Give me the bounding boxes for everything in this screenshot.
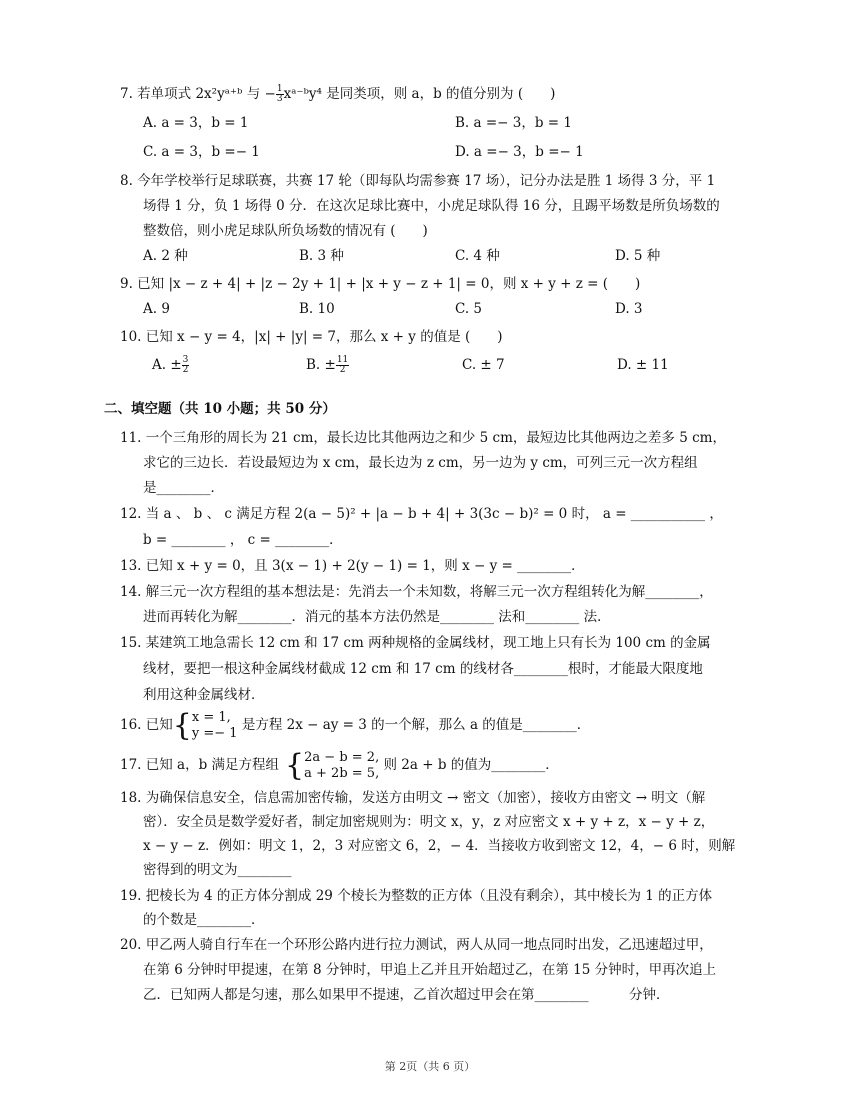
q9-option-d: D. 3 <box>615 301 643 317</box>
q18-line-3: x − y − z．例如：明文 1，2，3 对应密文 6，2，− 4．当接收方收到密文 12，4，− 6 时，则解 <box>143 838 736 854</box>
q14-line-1: 14. 解三元一次方程组的基本想法是：先消去一个未知数，将解三元一次方程组转化为解________， <box>120 584 713 600</box>
q15-line-2: 线材，要把一根这种金属线材截成 12 cm 和 17 cm 的线材各________根时，才能最大限度地 <box>143 661 703 677</box>
q10-stem: 10. 已知 x − y = 4，|x| + |y| = 7，那么 x + y 的值是 ( ) <box>120 329 503 345</box>
q14-line-2: 进而再转化为解________．消元的基本方法仍然是________ 法和________ 法． <box>143 609 611 625</box>
q12-line-2: b = ________ ， c = ________． <box>143 532 343 548</box>
q9-option-c: C. 5 <box>455 301 483 317</box>
q13-stem: 13. 已知 x + y = 0，且 3(x − 1) + 2(y − 1) = 1，则 x − y = ________． <box>120 558 585 574</box>
q7-text: 7. 若单项式 2x²yᵃ⁺ᵇ 与 − <box>120 86 276 102</box>
q19-line-2: 的个数是________． <box>143 912 265 928</box>
q7-stem <box>120 84 555 104</box>
q11-line-1: 11. 一个三角形的周长为 21 cm，最长边比其他两边之和少 5 cm，最短边比其他两边之差多 5 cm， <box>120 430 726 446</box>
q19-line-1: 19. 把棱长为 4 的正方体分割成 29 个棱长为整数的正方体（且没有剩余），其中棱长为 1 的正方体 <box>120 888 713 904</box>
q7-option-b: B. a =− 3，b = 1 <box>455 115 572 131</box>
q10-option-b: B. ± $\frac{11}{2}$ <box>306 355 349 375</box>
q7-fraction: $\frac{1}{3}$ <box>276 84 283 104</box>
q9-stem: 9. 已知 |x − z + 4| + |z − 2y + 1| + |x + y − z + 1| = 0，则 x + y + z = ( ) <box>120 276 641 292</box>
q7-option-c: C. a = 3，b =− 1 <box>143 144 260 160</box>
q16-stem: 16. 已知{ x = 1, y =− 1 是方程 2x − ay = 3 的一个解，那么 a 的值是________． <box>120 707 591 743</box>
q9-option-a: A. 9 <box>143 301 170 317</box>
q20-line-1: 20. 甲乙两人骑自行车在一个环形公路内进行拉力测试，两人从同一地点同时出发，乙迅速超过甲， <box>120 937 713 953</box>
q18-line-1: 18. 为确保信息安全，信息需加密传输，发送方由明文 → 密文（加密），接收方由密文 → 明文（解 <box>120 790 706 806</box>
q20-line-3: 乙．已知两人都是匀速，那么如果甲不提速，乙首次超过甲会在第________ 分钟． <box>143 987 670 1003</box>
q8-option-d: D. 5 种 <box>615 248 661 264</box>
q8-option-a: A. 2 种 <box>143 248 188 264</box>
q7-option-a: A. a = 3，b = 1 <box>143 115 249 131</box>
q18-line-4: 密得到的明文为________ <box>143 862 292 878</box>
q8-line-3: 整数倍，则小虎足球队所负场数的情况有 ( ) <box>143 223 428 239</box>
q15-line-1: 15. 某建筑工地急需长 12 cm 和 17 cm 两种规格的金属线材，现工地上只有长为 100 cm 的金属 <box>120 635 711 651</box>
q12-line-1: 12. 当 a 、 b 、 c 满足方程 2(a − 5)² + |a − b + 4| + 3(3c − b)² = 0 时， a = ___________ ， <box>120 506 723 522</box>
q11-line-3: 是________． <box>143 480 224 496</box>
q11-line-2: 求它的三边长．若设最短边为 x cm，最长边为 z cm，另一边为 y cm，可列三元一次方程组 <box>143 455 698 471</box>
q10-option-d: D. ± 11 <box>617 357 669 373</box>
q7-text-2: xᵃ⁻ᵇy⁴ 是同类项，则 a，b 的值分别为 ( ) <box>283 86 556 102</box>
q8-line-1: 8. 今年学校举行足球联赛，共赛 17 轮（即每队均需参赛 17 场），记分办法是胜 1 场得 3 分，平 1 <box>120 173 716 189</box>
q18-line-2: 密）．安全员是数学爱好者，制定加密规则为：明文 x，y，z 对应密文 x + y + z，x − y + z， <box>143 814 715 830</box>
q17-stem: 17. 已知 a，b 满足方程组 { 2a − b = 2, a + 2b = 5, 则 2a + b 的值为________． <box>120 747 559 783</box>
q7-option-d: D. a =− 3，b =− 1 <box>455 144 584 160</box>
q8-option-b: B. 3 种 <box>299 248 344 264</box>
page-footer: 第 2页（共 6 页） <box>384 1060 476 1073</box>
q16-system: x = 1, y =− 1 <box>191 709 238 741</box>
section-heading: 二、填空题（共 10 小题；共 50 分） <box>104 401 336 417</box>
q9-option-b: B. 10 <box>299 301 335 317</box>
q10-option-c: C. ± 7 <box>462 357 505 373</box>
q8-line-2: 场得 1 分，负 1 场得 0 分．在这次足球比赛中，小虎足球队得 16 分，且踢平场数是所负场数的 <box>143 198 720 214</box>
q10-option-a: A. ± $\frac{3}{2}$ <box>152 355 189 375</box>
q17-system: 2a − b = 2, a + 2b = 5, <box>304 749 380 781</box>
q8-option-c: C. 4 种 <box>455 248 500 264</box>
q15-line-3: 利用这种金属线材． <box>143 687 265 703</box>
q20-line-2: 在第 6 分钟时甲提速，在第 8 分钟时，甲追上乙并且开始超过乙，在第 15 分钟时，甲再次追上 <box>143 962 717 978</box>
